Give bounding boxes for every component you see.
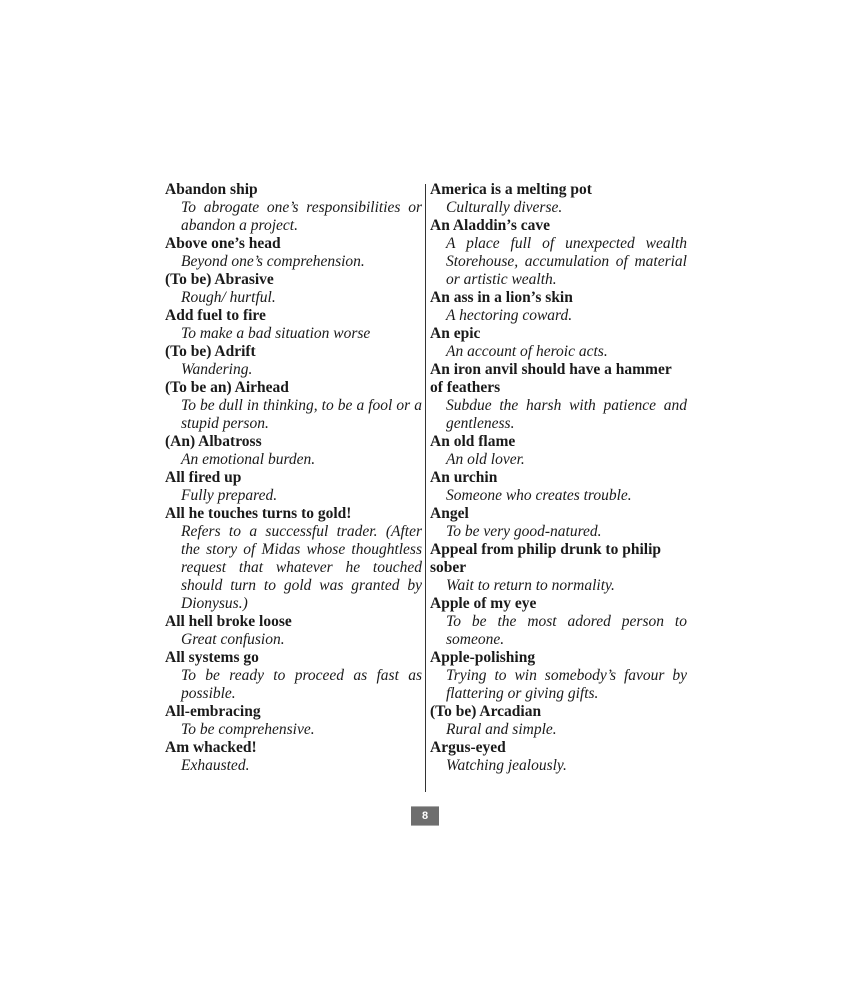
idiom-term: All systems go xyxy=(165,649,259,666)
idiom-definition: Rough/ hurtful. xyxy=(181,289,276,306)
idiom-term: (To be an) Airhead xyxy=(165,379,289,396)
idiom-term: (To be) Adrift xyxy=(165,343,256,360)
idiom-definition: To make a bad situation worse xyxy=(181,325,371,342)
idiom-term: (To be) Abrasive xyxy=(165,271,274,288)
entry xyxy=(430,181,687,217)
entry xyxy=(165,307,422,343)
idiom-term: An urchin xyxy=(430,469,498,486)
idiom-term: All fired up xyxy=(165,469,242,486)
idiom-term: Am whacked! xyxy=(165,739,257,756)
idiom-term: Add fuel to fire xyxy=(165,307,266,324)
left-column xyxy=(165,181,422,775)
idiom-term: An old flame xyxy=(430,433,516,450)
idiom-definition: An emotional burden. xyxy=(181,451,316,468)
entry xyxy=(430,217,687,289)
entry xyxy=(430,703,687,739)
entry xyxy=(165,613,422,649)
column-divider xyxy=(425,184,426,792)
idiom-definition: An account of heroic acts. xyxy=(446,343,608,360)
idiom-definition: To be comprehensive. xyxy=(181,721,315,738)
idiom-term: All hell broke loose xyxy=(165,613,292,630)
entry xyxy=(165,433,422,469)
idiom-definition: A hectoring coward. xyxy=(446,307,573,324)
entry xyxy=(430,469,687,505)
entry xyxy=(165,235,422,271)
idiom-definition: To abrogate one’s responsibilities or abandon a project. xyxy=(181,199,422,234)
idiom-definition: An old lover. xyxy=(446,451,525,468)
idiom-term: Angel xyxy=(430,505,469,522)
entry xyxy=(165,379,422,433)
idiom-definition: To be very good-natured. xyxy=(446,523,602,540)
entry xyxy=(430,361,687,433)
idiom-term: Abandon ship xyxy=(165,181,258,198)
idiom-term: Argus-eyed xyxy=(430,739,506,756)
idiom-definition: Trying to win somebody’s favour by flattering or giving gifts. xyxy=(446,667,687,702)
idiom-term: All he touches turns to gold! xyxy=(165,505,352,522)
idiom-definition: Fully prepared. xyxy=(181,487,278,504)
idiom-term: (An) Albatross xyxy=(165,433,262,450)
entry xyxy=(430,739,687,775)
entry xyxy=(430,541,687,595)
idiom-definition: Wandering. xyxy=(181,361,253,378)
entry xyxy=(165,739,422,775)
idiom-definition: A place full of unexpected wealth Storehouse, accumulation of material or artistic wealth. xyxy=(446,235,687,288)
idiom-definition: Wait to return to normality. xyxy=(446,577,615,594)
idiom-term: Apple-polishing xyxy=(430,649,536,666)
idiom-definition: Refers to a successful trader. (After the story of Midas whose thoughtless request that whatever he touched should turn to gold was granted by Dionysus.) xyxy=(181,523,422,612)
entry xyxy=(430,433,687,469)
idiom-term: An iron anvil should have a hammer of feathers xyxy=(430,361,672,396)
entry xyxy=(430,505,687,541)
entry xyxy=(165,505,422,613)
idiom-term: Above one’s head xyxy=(165,235,281,252)
idiom-definition: To be the most adored person to someone. xyxy=(446,613,687,648)
entry xyxy=(165,469,422,505)
entry xyxy=(165,649,422,703)
idiom-definition: Watching jealously. xyxy=(446,757,567,774)
idiom-term: All-embracing xyxy=(165,703,261,720)
entry xyxy=(430,325,687,361)
idiom-term: (To be) Arcadian xyxy=(430,703,542,720)
idiom-definition: To be ready to proceed as fast as possible. xyxy=(181,667,422,702)
idiom-term: Apple of my eye xyxy=(430,595,537,612)
idiom-definition: Exhausted. xyxy=(181,757,250,774)
entry xyxy=(165,703,422,739)
entry xyxy=(165,343,422,379)
idiom-definition: Culturally diverse. xyxy=(446,199,563,216)
idiom-definition: To be dull in thinking, to be a fool or a stupid person. xyxy=(181,397,422,432)
idiom-term: America is a melting pot xyxy=(430,181,592,198)
right-column xyxy=(430,181,687,775)
idiom-definition: Someone who creates trouble. xyxy=(446,487,632,504)
entry xyxy=(165,181,422,235)
page-number-badge: 8 xyxy=(411,806,439,826)
idiom-term: An epic xyxy=(430,325,481,342)
idiom-definition: Subdue the harsh with patience and gentleness. xyxy=(446,397,687,432)
entry xyxy=(430,289,687,325)
idiom-term: Appeal from philip drunk to philip sober xyxy=(430,541,662,576)
idiom-definition: Great confusion. xyxy=(181,631,285,648)
idiom-definition: Beyond one’s comprehension. xyxy=(181,253,365,270)
entry xyxy=(165,271,422,307)
idiom-term: An Aladdin’s cave xyxy=(430,217,551,234)
idiom-definition: Rural and simple. xyxy=(446,721,557,738)
idiom-term: An ass in a lion’s skin xyxy=(430,289,573,306)
entry xyxy=(430,649,687,703)
entry xyxy=(430,595,687,649)
